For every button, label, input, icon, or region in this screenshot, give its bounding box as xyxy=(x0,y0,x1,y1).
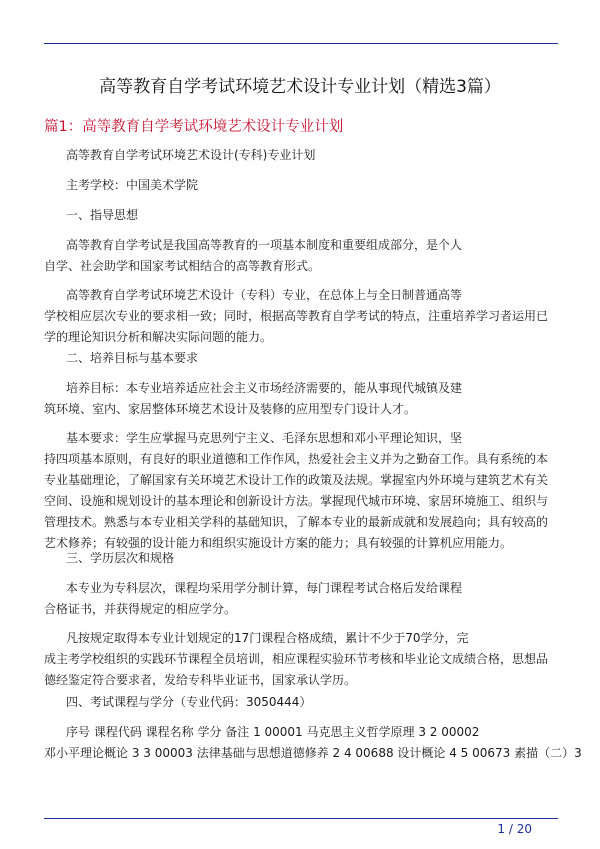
paragraph-school xyxy=(44,175,558,196)
paragraph-credit-system xyxy=(44,578,558,620)
paragraph-line: 持四项基本原则，有良好的职业道德和工作作风，热爱社会主义并为之勤奋工作。具有系统的本 xyxy=(44,452,549,466)
page-title: 高等教育自学考试环境艺术设计专业计划（精选3篇） xyxy=(99,77,501,97)
heading-education-level xyxy=(44,548,558,569)
paragraph-line: 学的理论知识分析和解决实际问题的能力。 xyxy=(44,330,273,344)
paragraph-line: 培养目标：本专业培养适应社会主义市场经济需要的，能从事现代城镇及建 xyxy=(66,381,463,395)
header-rule xyxy=(44,43,558,44)
paragraph-line: 高等教育自学考试是我国高等教育的一项基本制度和重要组成部分，是个人 xyxy=(66,238,463,252)
paragraph-line: 高等教育自学考试环境艺术设计（专科）专业，在总体上与全日制普通高等 xyxy=(66,288,463,302)
paragraph-line: 艺术修养；有较强的设计能力和组织实施设计方案的能力；具有较强的计算机应用能力。 xyxy=(44,536,513,550)
section-heading: 篇1：高等教育自学考试环境艺术设计专业计划 xyxy=(44,119,344,135)
paragraph-intro xyxy=(44,235,558,277)
heading-guiding-thought xyxy=(44,205,558,226)
paragraph-line: 自学、社会助学和国家考试相结合的高等教育形式。 xyxy=(44,259,321,273)
paragraph-line: 合格证书，并获得规定的相应学分。 xyxy=(44,602,237,616)
page-number: 1 / 20 xyxy=(497,822,532,836)
paragraph-subtitle xyxy=(44,145,558,166)
paragraph-line: 德经鉴定符合要求者，发给专科毕业证书，国家承认学历。 xyxy=(44,673,357,687)
heading-training-goals xyxy=(44,348,558,369)
paragraph-line: 学校相应层次专业的要求相一致；同时，根据高等教育自学考试的特点，注重培养学习者运用已 xyxy=(44,309,549,323)
paragraph-line: 空间、设施和规划设计的基本理论和创新设计方法。掌握现代城市环境、家居环境施工、组织与 xyxy=(44,494,549,508)
paragraph-line: 序号 课程代码 课程名称 学分 备注 1 00001 马克思主义哲学原理 3 2 00002 xyxy=(66,725,480,739)
paragraph-training-goal xyxy=(44,378,558,420)
paragraph-line: 二、培养目标与基本要求 xyxy=(66,351,199,365)
heading-exam-courses xyxy=(44,692,558,713)
paragraph-graduation xyxy=(44,628,558,691)
paragraph-requirements-overview xyxy=(44,285,558,348)
paragraph-basic-requirements xyxy=(44,428,558,554)
footer-rule xyxy=(44,818,558,819)
paragraph-line: 凡按规定取得本专业计划规定的17门课程合格成绩，累计不少于70学分，完 xyxy=(66,631,469,645)
paragraph-line: 四、考试课程与学分（专业代码：3050444） xyxy=(66,695,312,709)
paragraph-line: 主考学校：中国美术学院 xyxy=(66,178,199,192)
paragraph-line: 筑环境、室内、家居整体环境艺术设计及装修的应用型专门设计人才。 xyxy=(44,402,417,416)
paragraph-line: 一、指导思想 xyxy=(66,208,139,222)
paragraph-line: 基本要求：学生应掌握马克思列宁主义、毛泽东思想和邓小平理论知识，坚 xyxy=(66,431,463,445)
paragraph-line: 高等教育自学考试环境艺术设计(专科)专业计划 xyxy=(66,148,316,162)
paragraph-line: 邓小平理论概论 3 3 00003 法律基础与思想道德修养 2 4 00688 设计概论 4 5 00673 素描（二）3 xyxy=(44,746,582,760)
paragraph-line: 管理技术。熟悉与本专业相关学科的基础知识，了解本专业的最新成就和发展趋向；具有较高的 xyxy=(44,515,549,529)
paragraph-line: 三、学历层次和规格 xyxy=(66,551,175,565)
paragraph-line: 专业基础理论，了解国家有关环境艺术设计工作的政策及法规。掌握室内外环境与建筑艺术有关 xyxy=(44,473,549,487)
paragraph-line: 成主考学校组织的实践环节课程全员培训，相应课程实验环节考核和毕业论文成绩合格，思想品 xyxy=(44,652,549,666)
paragraph-course-list xyxy=(44,722,582,764)
paragraph-line: 本专业为专科层次，课程均采用学分制计算，每门课程考试合格后发给课程 xyxy=(66,581,463,595)
